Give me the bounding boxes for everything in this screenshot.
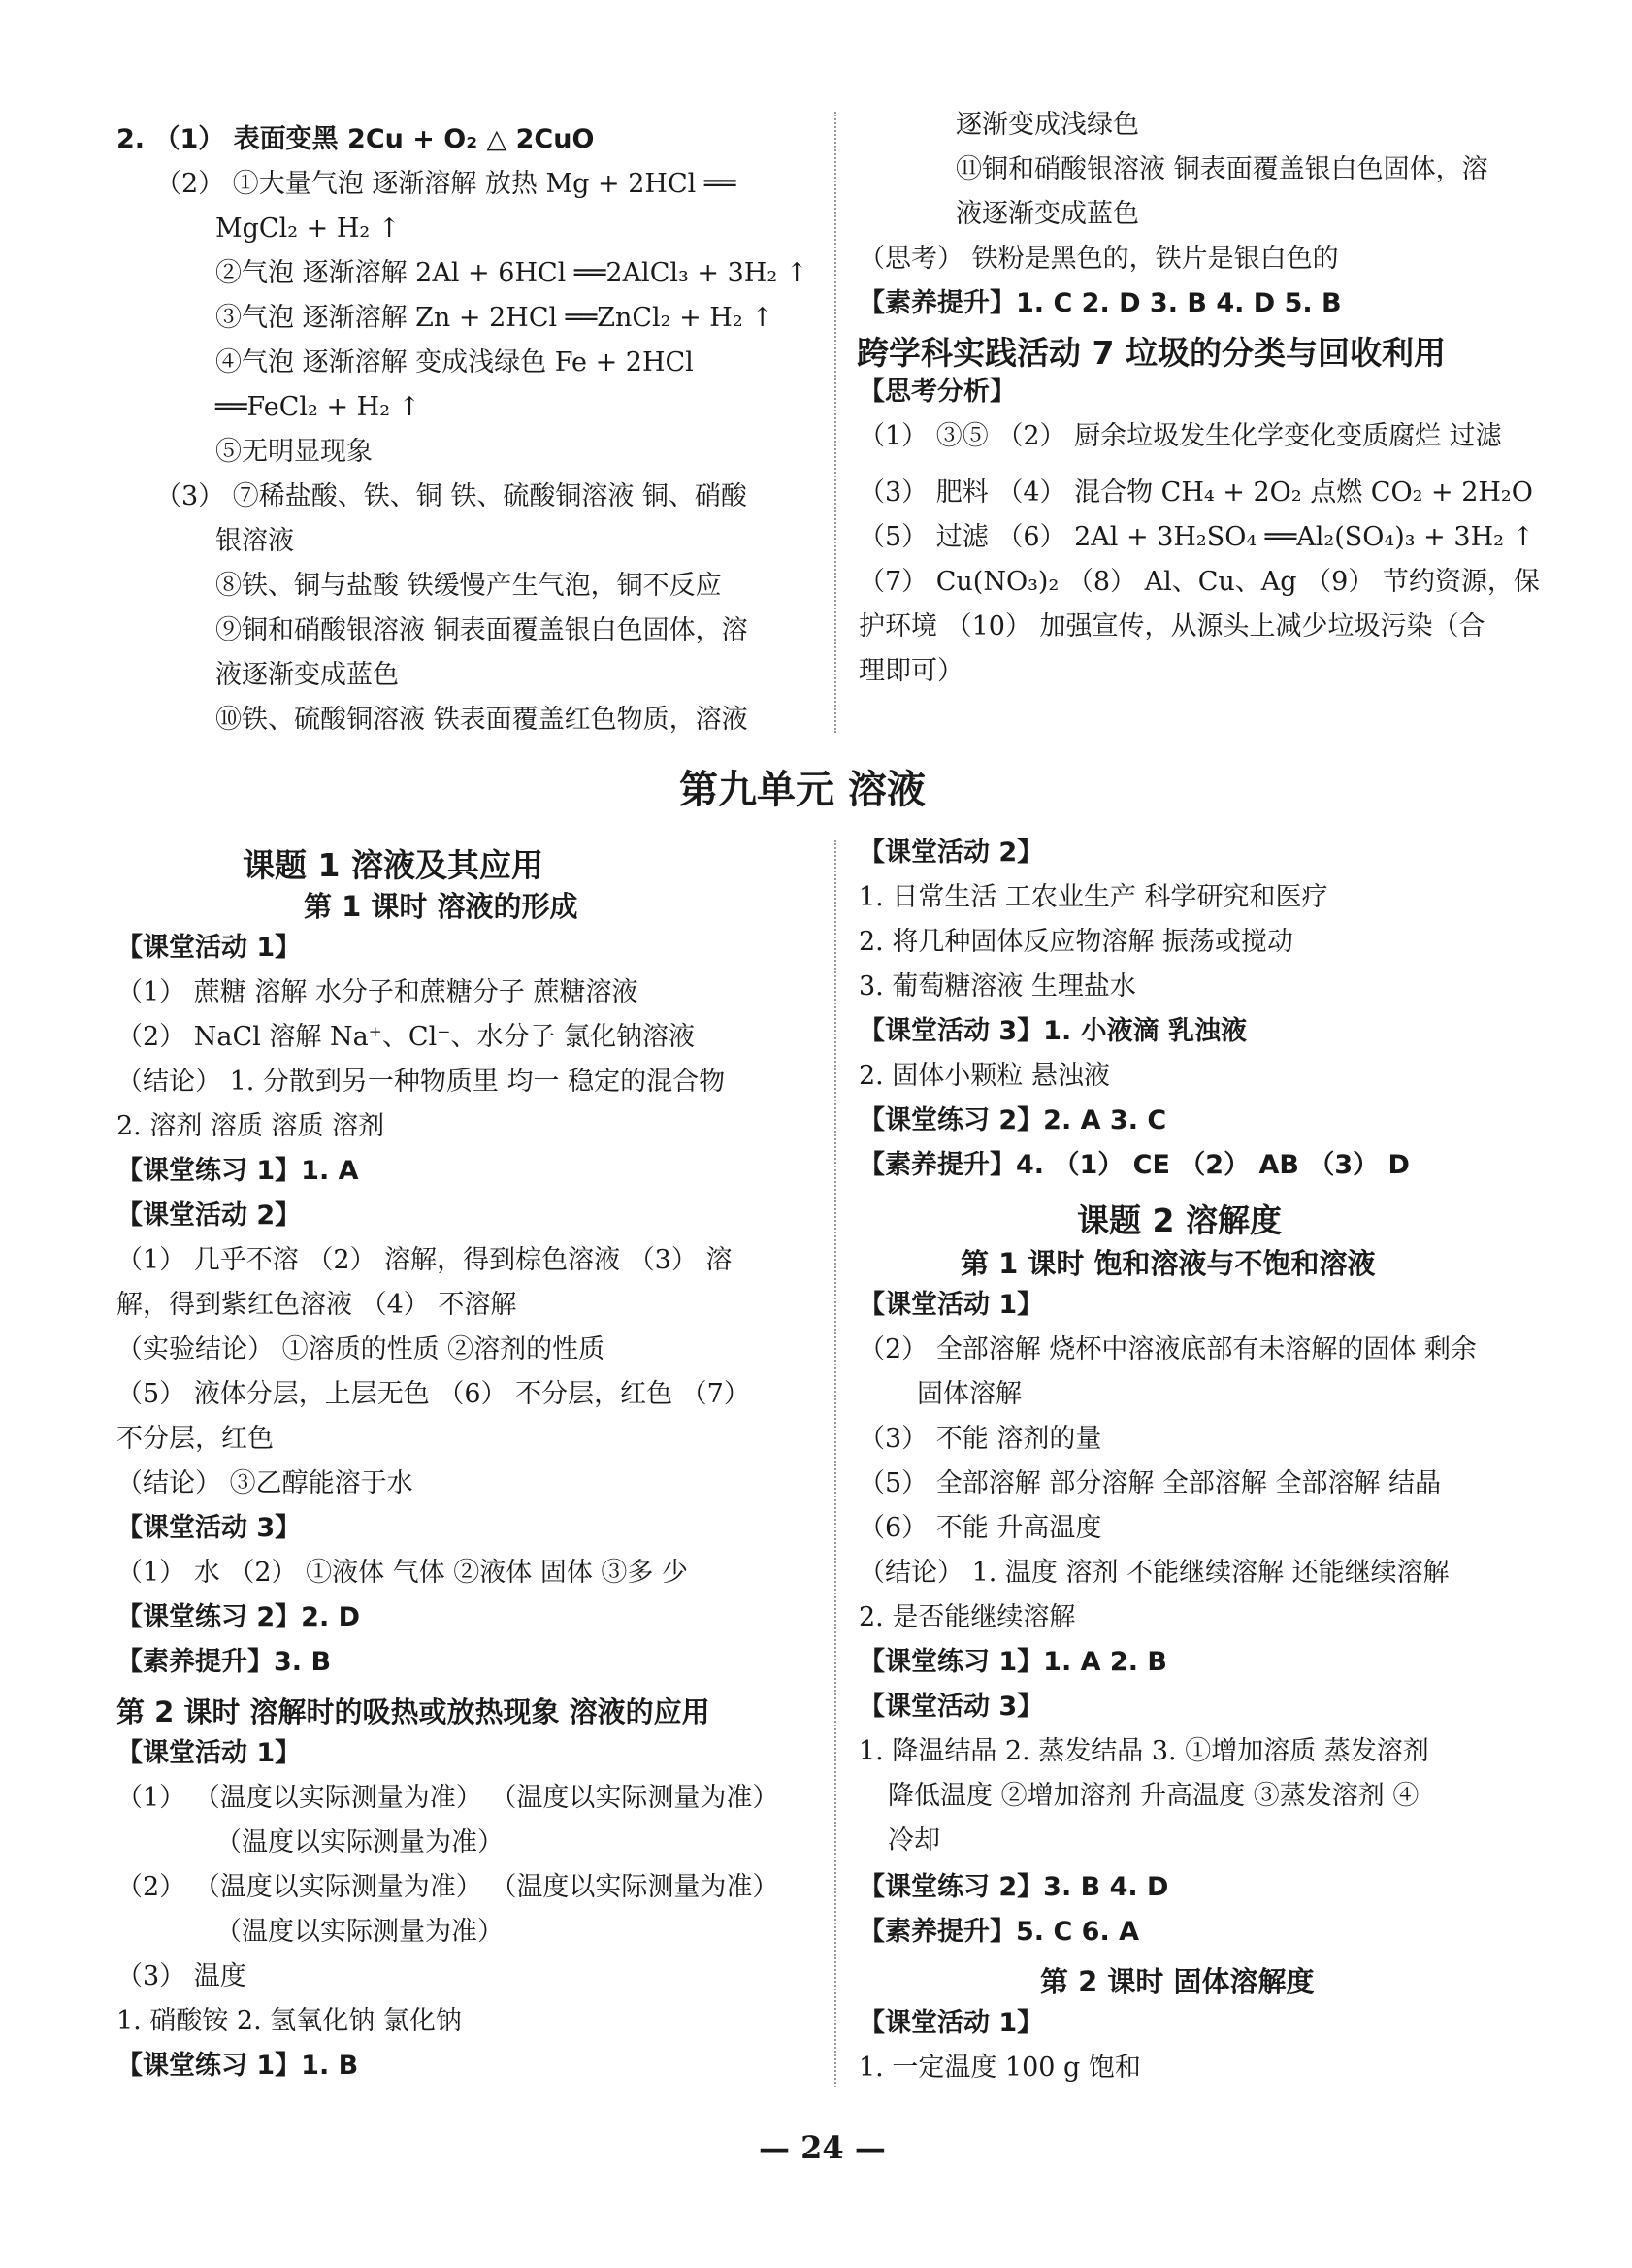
tl-line-0: 2. （1） 表面变黑 2Cu + O₂ △ 2CuO	[116, 124, 595, 154]
lc-line-10: （5） 液体分层，上层无色 （6） 不分层，红色 （7）	[116, 1379, 750, 1409]
lc-line-5: 【课堂练习 1】1. A	[116, 1156, 359, 1186]
tl-line-3: ②气泡 逐渐溶解 2Al + 6HCl ══2AlCl₃ + 3H₂ ↑	[215, 258, 808, 288]
lesson1-title: 第 1 课时 溶液的形成	[304, 890, 578, 923]
rc2-line-1: （2） 全部溶解 烧杯中溶液底部有未溶解的固体 剩余	[859, 1334, 1477, 1364]
lesson2-title-right: 第 2 课时 固体溶解度	[1040, 1965, 1315, 1998]
lc-line-3: （结论） 1. 分散到另一种物质里 均一 稳定的混合物	[116, 1067, 726, 1097]
lc2-line-3: （2） （温度以实际测量为准） （温度以实际测量为准）	[116, 1872, 779, 1902]
lc-line-12: （结论） ③乙醇能溶于水	[116, 1468, 413, 1498]
a7-line-5: 护环境 （10） 加强宣传，从源头上减少垃圾污染（合	[859, 611, 1485, 641]
a7-line-2: （3） 肥料 （4） 混合物 CH₄ + 2O₂ 点燃 CO₂ + 2H₂O	[859, 477, 1533, 508]
tr-line-2: 液逐渐变成蓝色	[956, 199, 1139, 229]
rc2-line-5: （6） 不能 升高温度	[859, 1513, 1102, 1543]
rc-line-4: 【课堂活动 3】1. 小液滴 乳浊液	[859, 1016, 1248, 1046]
tr-line-1: ⑪铜和硝酸银溶液 铜表面覆盖银白色固体，溶	[956, 154, 1488, 184]
a7-line-0: 【思考分析】	[859, 377, 1016, 407]
lc-line-15: 【课堂练习 2】2. D	[116, 1602, 361, 1632]
tl-line-8: （3） ⑦稀盐酸、铁、铜 铁、硫酸铜溶液 铜、硝酸	[155, 481, 747, 511]
rc2-line-14: 【素养提升】5. C 6. A	[859, 1917, 1139, 1947]
rc2-line-4: （5） 全部溶解 部分溶解 全部溶解 全部溶解 结晶	[859, 1468, 1442, 1498]
top-column-divider	[834, 112, 836, 733]
tr-line-3: （思考） 铁粉是黑色的，铁片是银白色的	[859, 244, 1339, 274]
lc-line-7: （1） 几乎不溶 （2） 溶解，得到棕色溶液 （3） 溶	[116, 1245, 733, 1275]
rc3-line-1: 1. 一定温度 100 g 饱和	[859, 2053, 1141, 2083]
lesson2-title-left: 第 2 课时 溶解时的吸热或放热现象 溶液的应用	[116, 1695, 710, 1728]
page-number: — 24 —	[759, 2129, 886, 2166]
lc-line-14: （1） 水 （2） ①液体 气体 ②液体 固体 ③多 少	[116, 1558, 689, 1588]
rc2-line-2: 固体溶解	[917, 1379, 1022, 1409]
tl-line-12: 液逐渐变成蓝色	[215, 660, 399, 690]
rc2-line-9: 【课堂活动 3】	[859, 1692, 1044, 1722]
unit-title: 第九单元 溶液	[679, 768, 926, 812]
a7-line-6: 理即可）	[859, 656, 963, 686]
tl-line-10: ⑧铁、铜与盐酸 铁缓慢产生气泡，铜不反应	[215, 571, 722, 601]
tl-line-5: ④气泡 逐渐溶解 变成浅绿色 Fe + 2HCl	[215, 347, 694, 378]
rc2-line-10: 1. 降温结晶 2. 蒸发结晶 3. ①增加溶质 蒸发溶剂	[859, 1736, 1429, 1766]
lc-line-2: （2） NaCl 溶解 Na⁺、Cl⁻、水分子 氯化钠溶液	[116, 1022, 696, 1052]
tl-line-11: ⑨铜和硝酸银溶液 铜表面覆盖银白色固体，溶	[215, 615, 748, 645]
lc2-line-7: 【课堂练习 1】1. B	[116, 2051, 359, 2081]
tl-line-1: （2） ①大量气泡 逐渐溶解 放热 Mg + 2HCl ══	[155, 169, 736, 199]
tl-line-4: ③气泡 逐渐溶解 Zn + 2HCl ══ZnCl₂ + H₂ ↑	[215, 303, 773, 333]
lc-line-13: 【课堂活动 3】	[116, 1513, 302, 1543]
a7-line-1: （1） ③⑤ （2） 厨余垃圾发生化学变化变质腐烂 过滤	[859, 421, 1502, 451]
topic2-title: 课题 2 溶解度	[1077, 1201, 1282, 1239]
tl-line-13: ⑩铁、硫酸铜溶液 铁表面覆盖红色物质，溶液	[215, 705, 748, 735]
bottom-column-divider	[834, 840, 836, 2087]
rc3-line-0: 【课堂活动 1】	[859, 2008, 1044, 2038]
rc2-line-0: 【课堂活动 1】	[859, 1290, 1044, 1320]
topic1-title: 课题 1 溶液及其应用	[243, 846, 543, 884]
a7-line-3: （5） 过滤 （6） 2Al + 3H₂SO₄ ══Al₂(SO₄)₃ + 3H₂ ↑	[859, 522, 1535, 552]
rc-line-7: 【素养提升】4. （1） CE （2） AB （3） D	[859, 1150, 1410, 1180]
rc-line-0: 【课堂活动 2】	[859, 838, 1044, 868]
lc2-line-5: （3） 温度	[116, 1961, 246, 1991]
rc-line-5: 2. 固体小颗粒 悬浊液	[859, 1061, 1110, 1091]
rc-line-1: 1. 日常生活 工农业生产 科学研究和医疗	[859, 882, 1328, 912]
lc2-line-0: 【课堂活动 1】	[116, 1738, 302, 1768]
lc2-line-1: （1） （温度以实际测量为准） （温度以实际测量为准）	[116, 1783, 779, 1813]
rc-line-3: 3. 葡萄糖溶液 生理盐水	[859, 971, 1136, 1002]
lc-line-0: 【课堂活动 1】	[116, 933, 302, 963]
rc-line-2: 2. 将几种固体反应物溶解 振荡或搅动	[859, 927, 1293, 957]
tr-line-4: 【素养提升】1. C 2. D 3. B 4. D 5. B	[859, 288, 1342, 318]
rc2-line-13: 【课堂练习 2】3. B 4. D	[859, 1872, 1169, 1902]
rc2-line-8: 【课堂练习 1】1. A 2. B	[859, 1647, 1167, 1677]
lc-line-11: 不分层，红色	[116, 1424, 274, 1454]
rc2-line-6: （结论） 1. 温度 溶剂 不能继续溶解 还能继续溶解	[859, 1558, 1450, 1588]
tr-line-0: 逐渐变成浅绿色	[956, 110, 1139, 140]
tl-line-6: ══FeCl₂ + H₂ ↑	[215, 392, 421, 422]
rc2-line-3: （3） 不能 溶剂的量	[859, 1424, 1102, 1454]
lc-line-16: 【素养提升】3. B	[116, 1647, 332, 1677]
lc-line-6: 【课堂活动 2】	[116, 1200, 302, 1231]
lc2-line-2: （温度以实际测量为准）	[215, 1827, 504, 1857]
lesson1-title-right: 第 1 课时 饱和溶液与不饱和溶液	[961, 1247, 1376, 1280]
activity7-title: 跨学科实践活动 7 垃圾的分类与回收利用	[857, 334, 1446, 372]
lc2-line-4: （温度以实际测量为准）	[215, 1917, 504, 1947]
tl-line-7: ⑤无明显现象	[215, 437, 373, 467]
lc-line-9: （实验结论） ①溶质的性质 ②溶剂的性质	[116, 1334, 605, 1364]
rc-line-6: 【课堂练习 2】2. A 3. C	[859, 1105, 1167, 1135]
lc2-line-6: 1. 硝酸铵 2. 氢氧化钠 氯化钠	[116, 2006, 462, 2036]
tl-line-2: MgCl₂ + H₂ ↑	[215, 214, 401, 244]
lc-line-4: 2. 溶剂 溶质 溶质 溶剂	[116, 1111, 385, 1141]
a7-line-4: （7） Cu(NO₃)₂ （8） Al、Cu、Ag （9） 节约资源，保	[859, 567, 1540, 597]
rc2-line-11: 降低温度 ②增加溶剂 升高温度 ③蒸发溶剂 ④	[888, 1781, 1420, 1811]
rc2-line-7: 2. 是否能继续溶解	[859, 1602, 1076, 1632]
tl-line-9: 银溶液	[215, 526, 294, 556]
lc-line-8: 解，得到紫红色溶液 （4） 不溶解	[116, 1290, 517, 1320]
rc2-line-12: 冷却	[888, 1825, 940, 1856]
lc-line-1: （1） 蔗糖 溶解 水分子和蔗糖分子 蔗糖溶液	[116, 977, 638, 1007]
